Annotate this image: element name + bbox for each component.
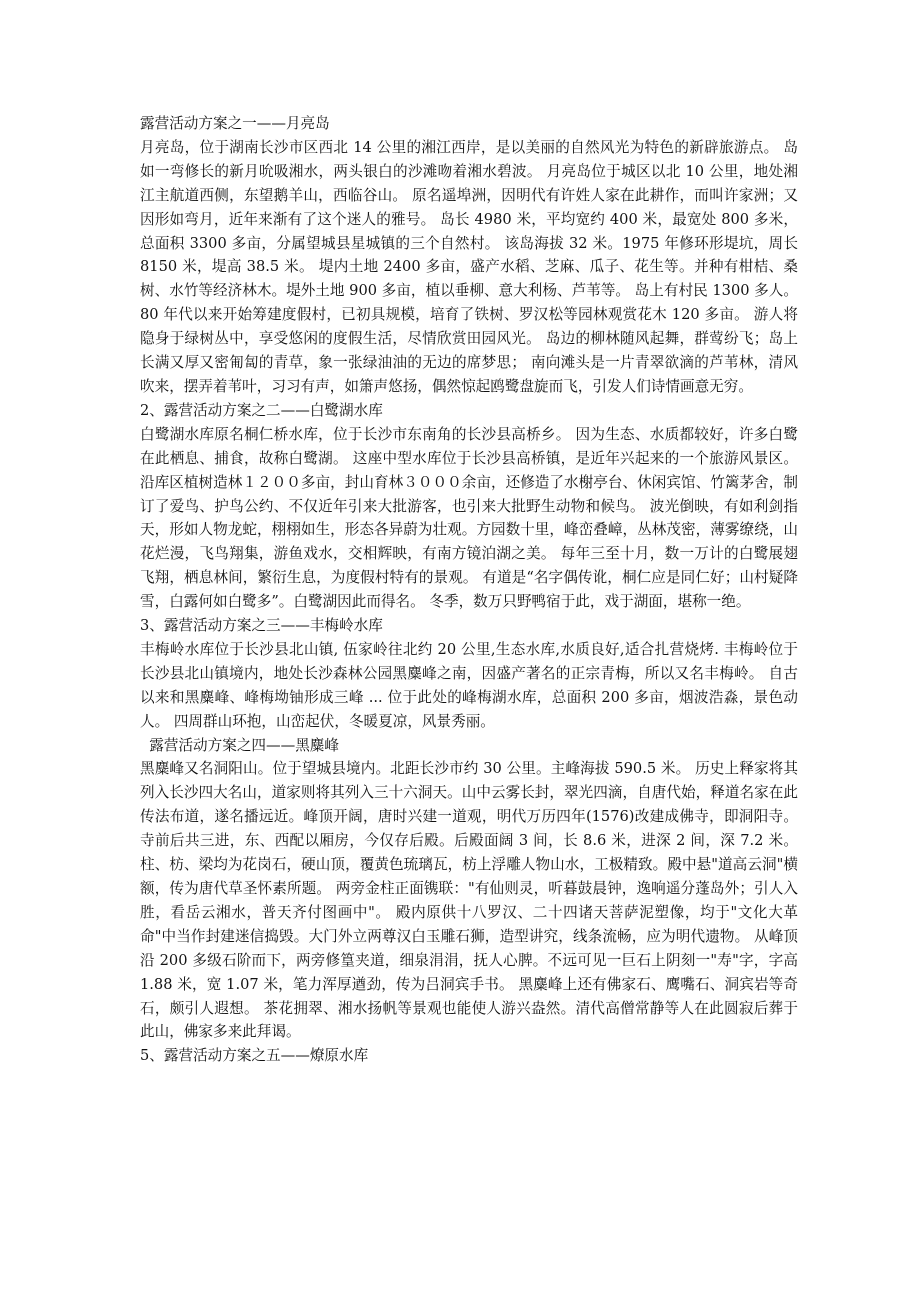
section-4-heading: 露营活动方案之四——黑麋峰 bbox=[140, 736, 339, 754]
section-1-heading: 露营活动方案之一——月亮岛 bbox=[140, 115, 330, 132]
document-page bbox=[140, 112, 798, 1068]
section-3-heading: 3、露营活动方案之三——丰梅岭水库 bbox=[140, 617, 383, 635]
section-1-body: 月亮岛，位于湖南长沙市区西北 14 公里的湘江西岸，是以美丽的自然风光为特色的新辟旅游点。 岛如一弯修长的新月吮吸湘水，两头银白的沙滩吻着湘水碧波。 月亮岛位于城区以北 10 公里，地处湘江主航道西侧，东望鹅羊山，西临谷山。 原名遥埠洲，因明代有许姓人家在此耕作，而叫许家洲；又因形如弯月，近年来渐有了这个迷人的雅号。 岛长 4980 米，平均宽约 400 米，最宽处 800 多米，总面积 3300 多亩，分属望城县星城镇的三个自然村。 该岛海拔 32 米。1975 年修环形堤坑，周长 8150 米，堤高 38.5 米。 堤内土地 2400 多亩，盛产水稻、芝麻、瓜子、花生等。并种有柑桔、桑树、水竹等经济林木。堤外土地 900 多亩，植以垂柳、意大利杨、芦苇等。 岛上有村民 1300 多人。80 年代以来开始筹建度假村，已初具规模，培育了铁树、罗汉松等园林观赏花木 120 多亩。 游人将隐身于绿树丛中，享受悠闲的度假生活，尽情欣赏田园风光。 岛边的柳林随风起舞，群莺纷飞；岛上长满又厚又密匍匐的青草，象一张绿油油的无边的席梦思； 南向滩头是一片青翠欲滴的芦苇林，清风吹来，摆弄着苇叶，习习有声，如箫声悠扬，偶然惊起鸥鹭盘旋而飞，引发人们诗情画意无穷。 bbox=[140, 138, 798, 395]
section-2-heading: 2、露营活动方案之二——白鹭湖水库 bbox=[140, 401, 383, 419]
section-3-body: 丰梅岭水库位于长沙县北山镇, 伍家岭往北约 20 公里,生态水库,水质良好,适合扎营烧烤. 丰梅岭位于长沙县北山镇境内，地处长沙森林公园黑麋峰之南，因盛产著名的正宗青梅，所以又名丰梅岭。 自古以来和黑麋峰、峰梅坳铀形成三峰 ... 位于此处的峰梅湖水库，总面积 200 多亩，烟波浩淼，景色动人。 四周群山环抱，山峦起伏，冬暖夏凉，风景秀丽。 bbox=[140, 640, 798, 730]
section-4-body: 黑麋峰又名洞阳山。位于望城县境内。北距长沙市约 30 公里。主峰海拔 590.5 米。 历史上释家将其列入长沙四大名山，道家则将其列入三十六洞天。山中云雾长封，翠光四滴，自唐代始，释道名家在此传法布道，遂名播远近。峰顶开阔，唐时兴建一道观，明代万历四年(1576)改建成佛寺，即洞阳寺。 寺前后共三进，东、西配以厢房，今仅存后殿。后殿面阔 3 间，长 8.6 米，进深 2 间，深 7.2 米。 柱、枋、梁均为花岗石，硬山顶，覆黄色琉璃瓦，枋上浮雕人物山水，工极精致。殿中悬"道高云洞"横额，传为唐代草圣怀素所题。 两旁金柱正面镌联："有仙则灵，听暮鼓晨钟，逸响遥分蓬岛外；引人入胜，看岳云湘水，普天齐付图画中"。 殿内原供十八罗汉、二十四诸天菩萨泥塑像，均于"文化大革命"中当作封建迷信捣毁。大门外立两尊汉白玉雕石狮，造型讲究，线条流畅，应为明代遗物。 从峰顶沿 200 多级石阶而下，两旁修篁夹道，细泉涓涓，抚人心脾。不远可见一巨石上阴刻一"寿"字，字高 1.88 米，宽 1.07 米，笔力浑厚遒劲，传为吕洞宾手书。 黑麋峰上还有佛家石、鹰嘴石、洞宾岩等奇石，颇引人遐想。 茶花拥翠、湘水扬帆等景观也能使人游兴盎然。清代高僧常静等人在此圆寂后葬于此山，佛家多来此拜谒。 bbox=[140, 760, 798, 1041]
section-5-heading: 5、露营活动方案之五——燎原水库 bbox=[140, 1047, 369, 1065]
section-2-body: 白鹭湖水库原名桐仁桥水库，位于长沙市东南角的长沙县高桥乡。 因为生态、水质都较好，许多白鹭在此栖息、捕食，故称白鹭湖。 这座中型水库位于长沙县高桥镇，是近年兴起来的一个旅游风景区。 沿库区植树造林１２００多亩，封山育林３０００余亩，还修造了水榭亭台、休闲宾馆、竹篱茅舍，制订了爱鸟、护鸟公约、不仅近年引来大批游客，也引来大批野生动物和候鸟。 波光倒映，有如利剑指天，形如人物龙蛇，栩栩如生，形态各异蔚为壮观。方园数十里，峰峦叠嶂，丛林茂密，薄雾缭绕，山花烂漫，飞鸟翔集，游鱼戏水，交相辉映，有南方镜泊湖之美。 每年三至十月，数一万计的白鹭展翅飞翔，栖息林间，繁衍生息，为度假村特有的景观。 有道是“名字偶传讹，桐仁应是同仁好；山村疑降雪，白露何如白鹭多”。白鹭湖因此而得名。 冬季，数万只野鸭宿于此，戏于湖面，堪称一绝。 bbox=[140, 425, 798, 611]
